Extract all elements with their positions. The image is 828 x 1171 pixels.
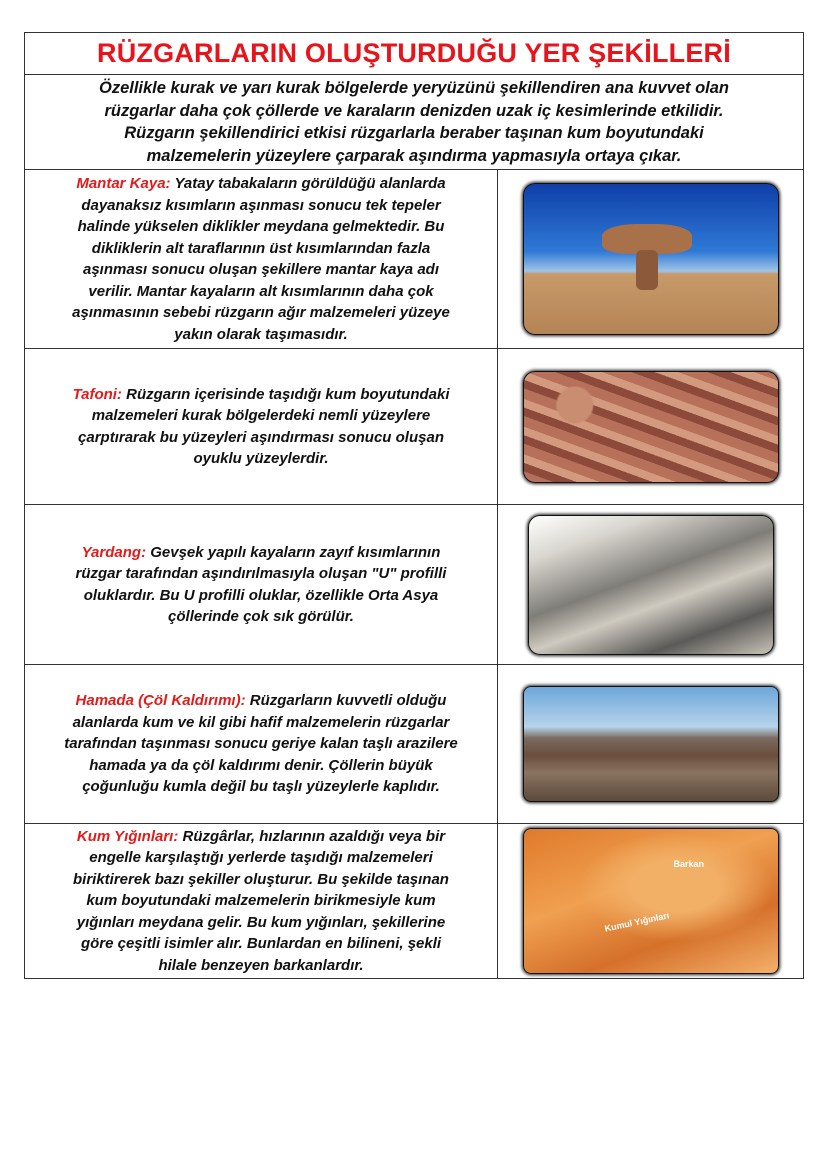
intro-line: malzemelerin yüzeylere çarparak aşındırma yapmasıyla ortaya çıkar. (146, 146, 682, 165)
row-text-line: oluklardır. Bu U profilli oluklar, özellikle Orta Asya (83, 586, 439, 604)
row-text-line: hilale benzeyen barkanlardır. (158, 956, 364, 974)
row-text-line (25, 826, 497, 848)
row-text (25, 665, 498, 823)
row-text-line: aşınmasının sebebi rüzgarın ağır malzemeleri yüzeye (72, 304, 450, 321)
row-text-line: tarafından taşınması sonucu geriye kalan taşlı arazilere (64, 735, 458, 753)
row-text-line: çoğunluğu kumla değil bu taşlı yüzeylerle kaplıdır. (82, 778, 440, 796)
row-text-line: dikliklerin alt taraflarının üst kısımlarından fazla (91, 239, 431, 257)
row-yardang (25, 505, 803, 665)
row-mantar-kaya (25, 170, 803, 349)
term-definition: Rüzgarların kuvvetli olduğu (245, 692, 447, 710)
row-text-line: engelle karşılaştığı yerlerde taşıdığı malzemeleri (89, 849, 433, 867)
sand-dunes-image (523, 828, 779, 974)
term-definition: Gevşek yapılı kayaların zayıf kısımlarının (146, 543, 441, 561)
row-text-line: çarptırarak bu yüzeyleri aşındırması sonucu oluşan (78, 428, 444, 446)
term-label: Kum Yığınları: (76, 827, 179, 845)
row-text-line: kum boyutundaki malzemelerin birikmesiyle kum (86, 892, 436, 910)
tafoni-image (523, 371, 779, 483)
term-definition: Yatay tabakaların görüldüğü alanlarda (170, 175, 446, 192)
row-text-line: hamada ya da çöl kaldırımı denir. Çöllerin büyük (89, 756, 433, 774)
term-label: Hamada (Çöl Kaldırımı): (75, 692, 246, 710)
row-text-line: verilir. Mantar kayaların alt kısımlarının daha çok (88, 282, 434, 300)
term-definition: Rüzgârlar, hızlarının azaldığı veya bir (178, 827, 446, 845)
row-text-line: malzemeleri kurak bölgelerdeki nemli yüzeylere (91, 407, 431, 424)
row-text-line (25, 690, 497, 712)
row-text-line: dayanaksız kısımların aşınması sonucu tek tepeler (81, 196, 441, 214)
row-text-line: aşınması sonucu oluşan şekillere mantar kaya adı (83, 261, 439, 278)
kumul-label: Kumul Yığınları (603, 910, 670, 934)
intro-line: Rüzgarın şekillendirici etkisi rüzgarlarla beraber taşınan kum boyutundaki (124, 124, 704, 142)
term-label: Yardang: (81, 543, 147, 561)
row-text-line: biriktirerek bazı şekiller oluşturur. Bu şekilde taşınan (73, 870, 449, 888)
row-tafoni (25, 349, 803, 505)
page-title: RÜZGARLARIN OLUŞTURDUĞU YER ŞEKİLLERİ (25, 33, 803, 75)
row-text-line: yığınları meydana gelir. Bu kum yığınları, şekillerine (76, 913, 446, 931)
row-text (25, 824, 498, 978)
row-hamada (25, 665, 803, 824)
row-text-line: göre çeşitli isimler alır. Bunlardan en bilineni, şekli (80, 935, 442, 953)
landforms-table (24, 32, 804, 979)
row-text-line: yakın olarak taşımasıdır. (174, 325, 348, 343)
row-text-line (25, 542, 497, 564)
row-text (25, 349, 498, 504)
row-text-line: rüzgar tarafından aşındırılmasıyla oluşan "U" profilli (75, 565, 447, 582)
barkan-label: Barkan (673, 859, 705, 869)
term-label: Tafoni: (72, 385, 122, 403)
row-text-line: çöllerinde çok sık görülür. (168, 608, 354, 625)
row-text-line (25, 384, 497, 406)
yardang-image (528, 515, 774, 655)
intro-paragraph (25, 75, 803, 170)
row-text (25, 170, 498, 348)
row-kum-yiginlari (25, 824, 803, 978)
row-text-line: oyuklu yüzeylerdir. (193, 450, 329, 467)
term-definition: Rüzgarın içerisinde taşıdığı kum boyutundaki (121, 385, 450, 403)
hamada-image (523, 686, 779, 802)
mushroom-rock-image (523, 183, 779, 335)
row-text-line: halinde yükselen diklikler meydana gelmektedir. Bu (77, 218, 445, 235)
intro-line: Özellikle kurak ve yarı kurak bölgelerde yeryüzünü şekillendiren ana kuvvet olan (98, 79, 730, 97)
row-text-line: alanlarda kum ve kil gibi hafif malzemelerin rüzgarlar (72, 713, 450, 731)
row-text (25, 505, 498, 664)
intro-line: rüzgarlar daha çok çöllerde ve karaların denizden uzak iç kesimlerinde etkilidir. (104, 101, 724, 120)
row-text-line (25, 173, 497, 195)
term-label: Mantar Kaya: (76, 175, 171, 192)
